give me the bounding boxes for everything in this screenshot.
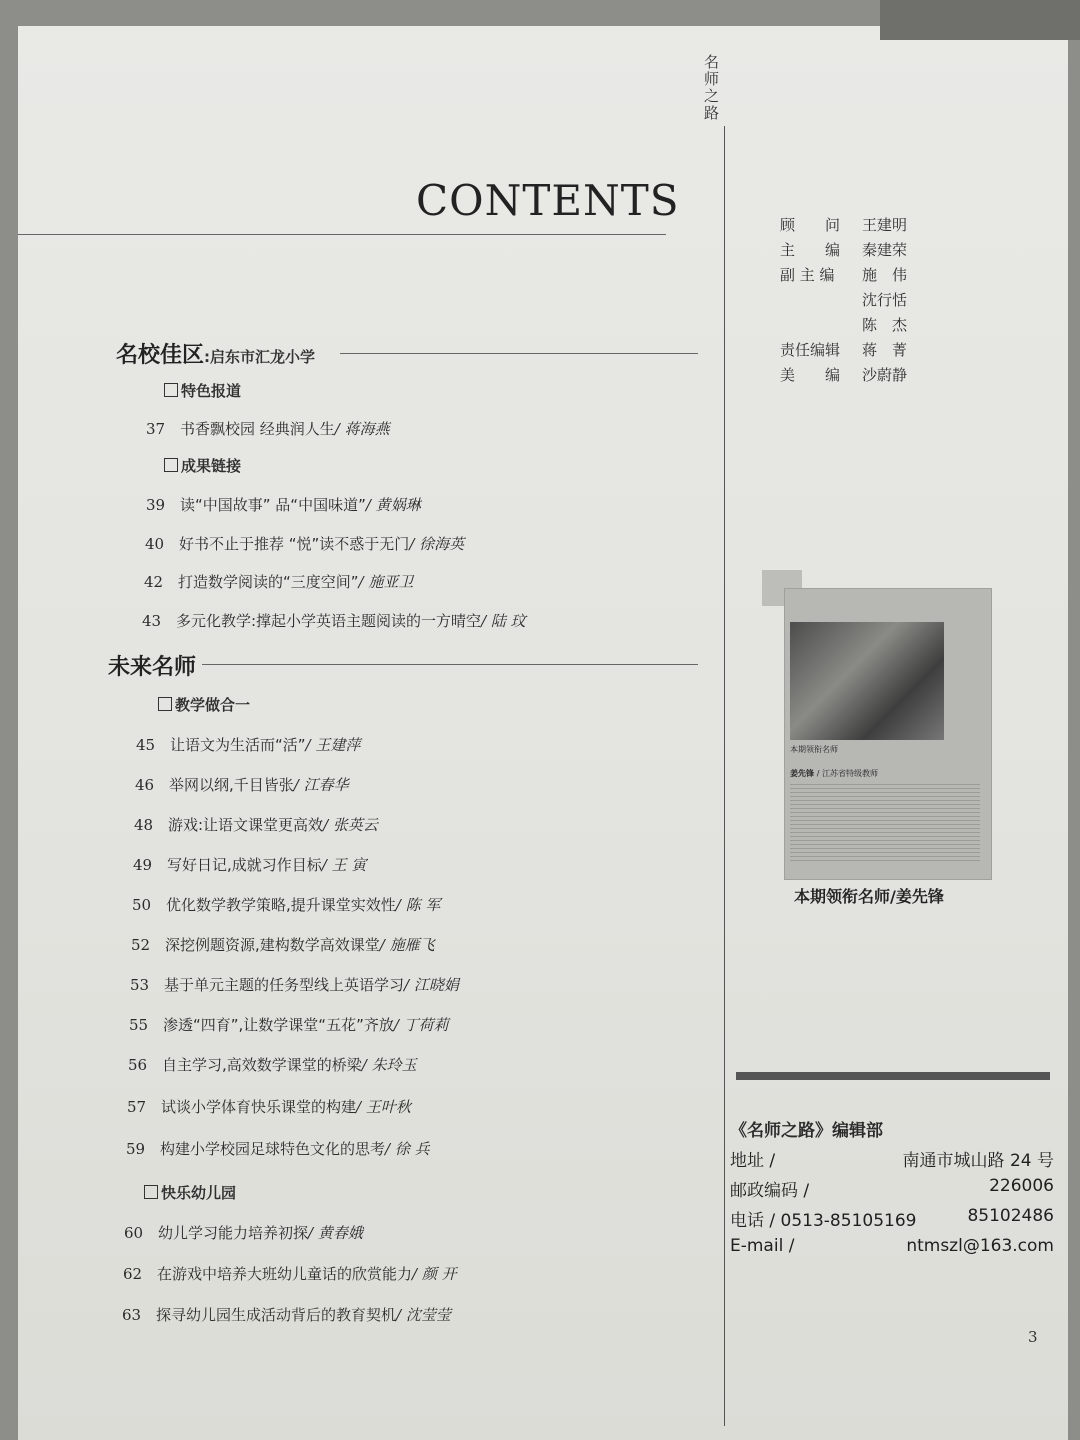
staff-row [780, 214, 907, 239]
running-head: 名师之路 [702, 54, 720, 122]
page-ref: 40 [145, 535, 165, 553]
entry-author: / 陈 军 [395, 896, 441, 914]
column-divider [724, 126, 725, 1426]
staff-role: 副 主 编 [780, 266, 835, 284]
thumbnail-label: 本期领衔名师 [790, 745, 838, 754]
section-rule [202, 664, 698, 665]
editorial-title: 《名师之路》编辑部 [730, 1121, 883, 1141]
address-value: 南通市城山路 24 号 [902, 1151, 1054, 1171]
page-number: 3 [1028, 1328, 1038, 1346]
page-ref: 48 [134, 816, 154, 834]
page-ref: 49 [133, 856, 153, 874]
entry-author: / 施雁飞 [379, 936, 435, 954]
entry-title: 幼儿学习能力培养初探 [158, 1224, 309, 1242]
checkbox-icon [164, 383, 178, 397]
page-ref: 56 [128, 1056, 148, 1074]
page-ref: 45 [136, 736, 156, 754]
entry-title: 渗透“四育”,让数学课堂“五花”齐放 [163, 1016, 394, 1034]
entry-author: / 张英云 [323, 816, 378, 834]
subheading [164, 380, 241, 401]
page-ref: 55 [129, 1016, 149, 1034]
subheading [144, 1182, 236, 1203]
staff-row [780, 289, 907, 314]
entry-title: 优化数学教学策略,提升课堂实效性 [166, 896, 396, 914]
entry-author: / 陆 玟 [481, 612, 526, 630]
staff-name: 沙蔚静 [862, 366, 908, 384]
entry-author: / 施亚卫 [358, 573, 414, 591]
page-ref: 42 [144, 573, 164, 591]
entry-title: 基于单元主题的任务型线上英语学习 [164, 976, 405, 994]
entry-author: / 黄春娥 [308, 1224, 363, 1242]
toc-entry[interactable] [132, 894, 440, 915]
entry-author: / 黄娲琳 [365, 496, 421, 514]
toc-entry[interactable] [129, 1014, 449, 1035]
page-ref: 52 [131, 936, 151, 954]
staff-row [780, 364, 907, 389]
page-edge-shadow [880, 0, 1080, 40]
staff-role: 责任编辑 [780, 341, 841, 359]
postcode-label: 邮政编码 / [730, 1181, 810, 1201]
staff-name: 秦建荣 [862, 241, 908, 259]
thumbnail-name [790, 768, 878, 779]
page-ref: 63 [122, 1306, 142, 1324]
entry-title: 书香飘校园 经典润人生 [180, 420, 335, 438]
entry-title: 写好日记,成就习作目标 [167, 856, 322, 874]
toc-entry[interactable] [136, 734, 360, 755]
entry-author: / 蒋海燕 [334, 420, 390, 438]
page-ref: 60 [124, 1224, 144, 1242]
checkbox-icon [158, 697, 172, 711]
staff-name: 陈 杰 [862, 316, 908, 334]
toc-entry[interactable] [130, 974, 459, 995]
thumbnail-body-text [790, 784, 980, 864]
page-ref: 53 [130, 976, 150, 994]
staff-row [780, 314, 907, 339]
subheading-label: 教学做合一 [175, 696, 251, 714]
toc-entry[interactable] [145, 533, 464, 554]
subheading-label: 成果链接 [181, 457, 242, 475]
photo-caption: 本期领衔名师/姜先锋 [794, 887, 944, 906]
entry-title: 构建小学校园足球特色文化的思考 [160, 1140, 386, 1158]
page-ref: 37 [146, 420, 166, 438]
staff-role: 顾 问 [780, 216, 841, 234]
section-subtitle: :启东市汇龙小学 [204, 348, 316, 366]
staff-masthead [780, 214, 907, 389]
entry-title: 多元化教学:撑起小学英语主题阅读的一方晴空 [176, 612, 482, 630]
contents-title: CONTENTS [416, 176, 680, 225]
entry-title: 探寻幼儿园生成活动背后的教育契机 [156, 1306, 397, 1324]
email-label: E-mail / [730, 1236, 795, 1256]
page-ref: 59 [126, 1140, 146, 1158]
subheading-label: 快乐幼儿园 [161, 1184, 237, 1202]
staff-name: 施 伟 [862, 266, 908, 284]
entry-title: 自主学习,高效数学课堂的桥梁 [162, 1056, 362, 1074]
phone-value: 85102486 [967, 1206, 1054, 1226]
staff-row [780, 339, 907, 364]
postcode-value: 226006 [989, 1176, 1054, 1196]
page-ref: 50 [132, 896, 152, 914]
thumbnail-subtitle: / 江苏省特级教师 [816, 769, 879, 778]
page-ref: 43 [142, 612, 162, 630]
toc-entry[interactable] [146, 494, 421, 515]
entry-title: 让语文为生活而“活” [170, 736, 306, 754]
toc-entry[interactable] [124, 1222, 363, 1243]
toc-entry[interactable] [146, 418, 390, 439]
entry-title: 打造数学阅读的“三度空间” [178, 573, 359, 591]
entry-title: 读“中国故事” 品“中国味道” [180, 496, 366, 514]
staff-row [780, 264, 907, 289]
entry-author: / 江晓娟 [404, 976, 459, 994]
entry-author: / 王 寅 [321, 856, 367, 874]
subheading [164, 455, 241, 476]
email-value[interactable]: ntmszl@163.com [906, 1236, 1054, 1256]
teacher-photo [790, 622, 944, 740]
entry-title: 举网以纲,千目皆张 [169, 776, 294, 794]
entry-author: / 徐海英 [409, 535, 465, 553]
toc-entry[interactable] [135, 774, 349, 795]
entry-title: 在游戏中培养大班幼儿童话的欣赏能力 [157, 1265, 413, 1283]
entry-title: 深挖例题资源,建构数学高效课堂 [165, 936, 380, 954]
toc-entry[interactable] [122, 1304, 451, 1325]
entry-title: 好书不止于推荐 “悦”读不惑于无门 [179, 535, 410, 553]
section-heading-2 [108, 650, 196, 681]
title-rule [18, 234, 666, 235]
entry-title: 游戏:让语文课堂更高效 [168, 816, 324, 834]
entry-author: / 王建萍 [305, 736, 361, 754]
page-ref: 39 [146, 496, 166, 514]
entry-author: / 沈莹莹 [396, 1306, 451, 1324]
subheading [158, 694, 250, 715]
staff-name: 沈行恬 [862, 291, 908, 309]
phone-label: 电话 / 0513-85105169 [730, 1211, 917, 1231]
toc-entry[interactable] [128, 1054, 417, 1075]
staff-role: 美 编 [780, 366, 841, 384]
toc-entry[interactable] [131, 934, 435, 955]
toc-entry[interactable] [144, 571, 413, 592]
staff-row [780, 239, 907, 264]
toc-entry[interactable] [127, 1096, 411, 1117]
page-ref: 62 [123, 1265, 143, 1283]
entry-author: / 江春华 [293, 776, 349, 794]
section-title: 名校佳区 [116, 343, 205, 368]
entry-author: / 徐 兵 [385, 1140, 430, 1158]
entry-author: / 颜 开 [412, 1265, 457, 1283]
checkbox-icon [144, 1185, 158, 1199]
entry-author: / 王叶秋 [356, 1098, 411, 1116]
page-ref: 57 [127, 1098, 147, 1116]
section-title: 未来名师 [108, 655, 197, 680]
address-label: 地址 / [730, 1151, 776, 1171]
checkbox-icon [164, 458, 178, 472]
entry-author: / 丁荷莉 [393, 1016, 449, 1034]
section-heading-1 [116, 338, 315, 369]
staff-name: 王建明 [862, 216, 908, 234]
toc-entry[interactable] [123, 1263, 457, 1284]
entry-title: 试谈小学体育快乐课堂的构建 [161, 1098, 357, 1116]
toc-entry[interactable] [134, 814, 378, 835]
toc-entry[interactable] [142, 610, 526, 631]
editorial-rule [736, 1072, 1050, 1080]
thumbnail-name-text: 姜先锋 [790, 769, 814, 778]
toc-entry[interactable] [133, 854, 366, 875]
section-rule [340, 353, 698, 354]
entry-author: / 朱玲玉 [361, 1056, 417, 1074]
page-ref: 46 [135, 776, 155, 794]
subheading-label: 特色报道 [181, 382, 242, 400]
staff-role: 主 编 [780, 241, 841, 259]
staff-name: 蒋 菁 [862, 341, 908, 359]
magazine-page [18, 26, 1068, 1440]
toc-entry[interactable] [126, 1138, 430, 1159]
